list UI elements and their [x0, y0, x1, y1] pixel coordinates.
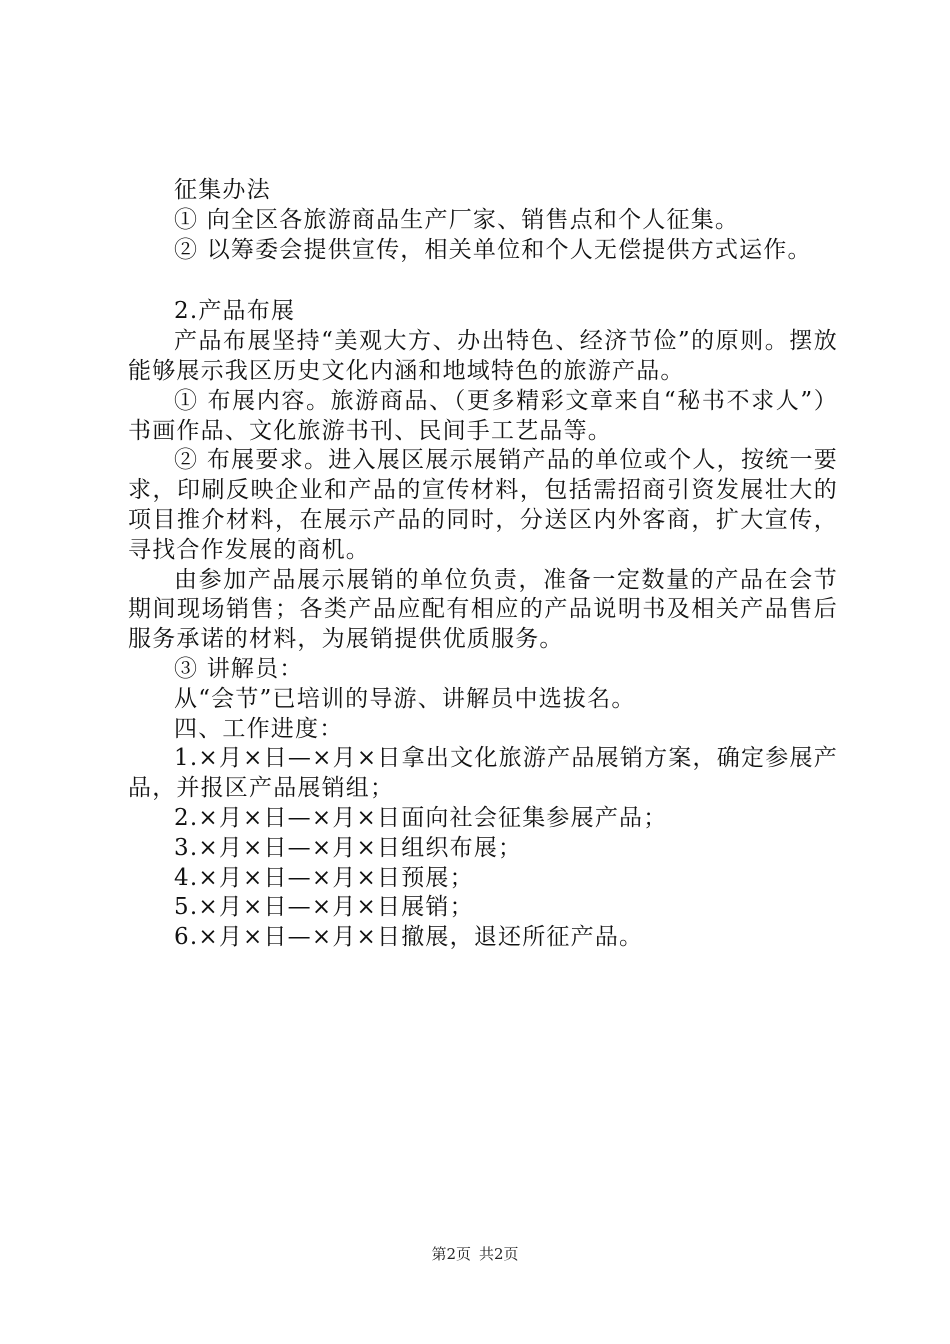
- progress-item-6: 6.×月×日—×月×日撤展，退还所征产品。: [174, 924, 644, 951]
- collection-method-item-1: ① 向全区各旅游商品生产厂家、销售点和个人征集。: [174, 206, 740, 233]
- progress-item-2: 2.×月×日—×月×日面向社会征集参展产品；: [174, 804, 668, 831]
- collection-method-heading: 征集办法: [174, 177, 271, 203]
- document-body: [128, 176, 838, 953]
- progress-item-3: 3.×月×日—×月×日组织布展；: [174, 834, 523, 861]
- collection-method-item-2: ② 以筹委会提供宣传，相关单位和个人无偿提供方式运作。: [174, 236, 812, 263]
- guide-text: 从“会节”已培训的导游、讲解员中选拔名。: [174, 685, 636, 712]
- progress-item-1: 1.×月×日—×月×日拿出文化旅游产品展销方案，确定参展产品，并报区产品展销组；: [128, 745, 838, 802]
- page-number-current: 第2页: [431, 1245, 471, 1263]
- progress-item-5: 5.×月×日—×月×日展销；: [174, 894, 474, 921]
- progress-item-4: 4.×月×日—×月×日预展；: [174, 864, 474, 891]
- page-footer: [0, 1244, 950, 1264]
- section-spacer: [128, 265, 838, 297]
- layout-requirements: ② 布展要求。进入展区展示展销产品的单位或个人，按统一要求，印刷反映企业和产品的宣传材料，包括需招商引资发展壮大的项目推介材料，在展示产品的同时，分送区内外客商，扩大宣传，寻找合作发展的商机。: [128, 447, 838, 563]
- layout-heading: 2.产品布展: [174, 298, 296, 325]
- page-number-total: 共2页: [479, 1245, 519, 1263]
- progress-heading: 四、工作进度：: [174, 715, 344, 742]
- layout-intro: 产品布展坚持“美观大方、办出特色、经济节俭”的原则。摆放能够展示我区历史文化内涵和地域特色的旅游产品。: [128, 328, 838, 384]
- layout-content: ① 布展内容。旅游商品、（更多精彩文章来自“秘书不求人”）书画作品、文化旅游书刊、民间手工艺品等。: [128, 387, 838, 444]
- guide-heading: ③ 讲解员：: [174, 655, 304, 682]
- layout-sales: 由参加产品展示展销的单位负责，准备一定数量的产品在会节期间现场销售；各类产品应配有相应的产品说明书及相关产品售后服务承诺的材料，为展销提供优质服务。: [128, 566, 838, 653]
